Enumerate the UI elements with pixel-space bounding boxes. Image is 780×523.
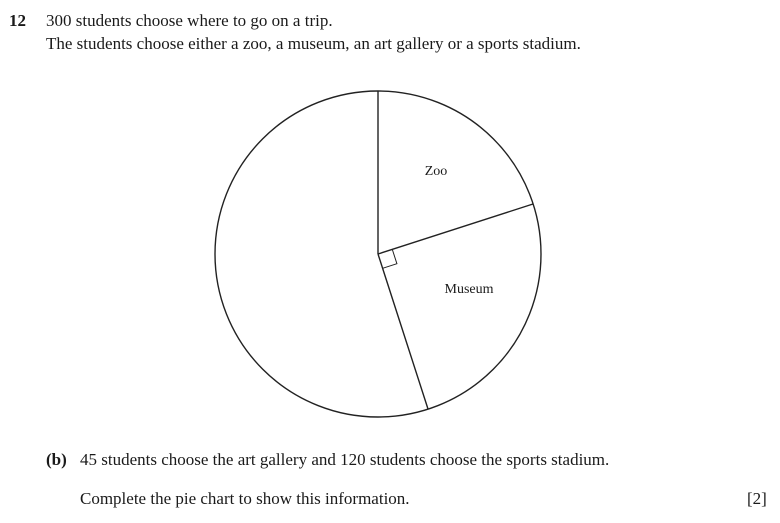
slice-label-museum: Museum [444, 282, 494, 297]
question-number: 12 [9, 11, 26, 30]
part-b-instruction: Complete the pie chart to show this information. [80, 489, 410, 508]
radius-museum-end [378, 254, 428, 409]
radius-zoo-museum [378, 204, 533, 254]
part-b-text: 45 students choose the art gallery and 120 students choose the sports stadium. [80, 450, 610, 469]
slice-label-zoo: Zoo [424, 164, 448, 179]
question-text-line-1: 300 students choose where to go on a trip. [46, 11, 333, 30]
question-text-line-2: The students choose either a zoo, a museum, an art gallery or a sports stadium. [46, 34, 581, 53]
part-b-label: (b) [46, 450, 67, 469]
marks-badge: [2] [747, 489, 767, 508]
